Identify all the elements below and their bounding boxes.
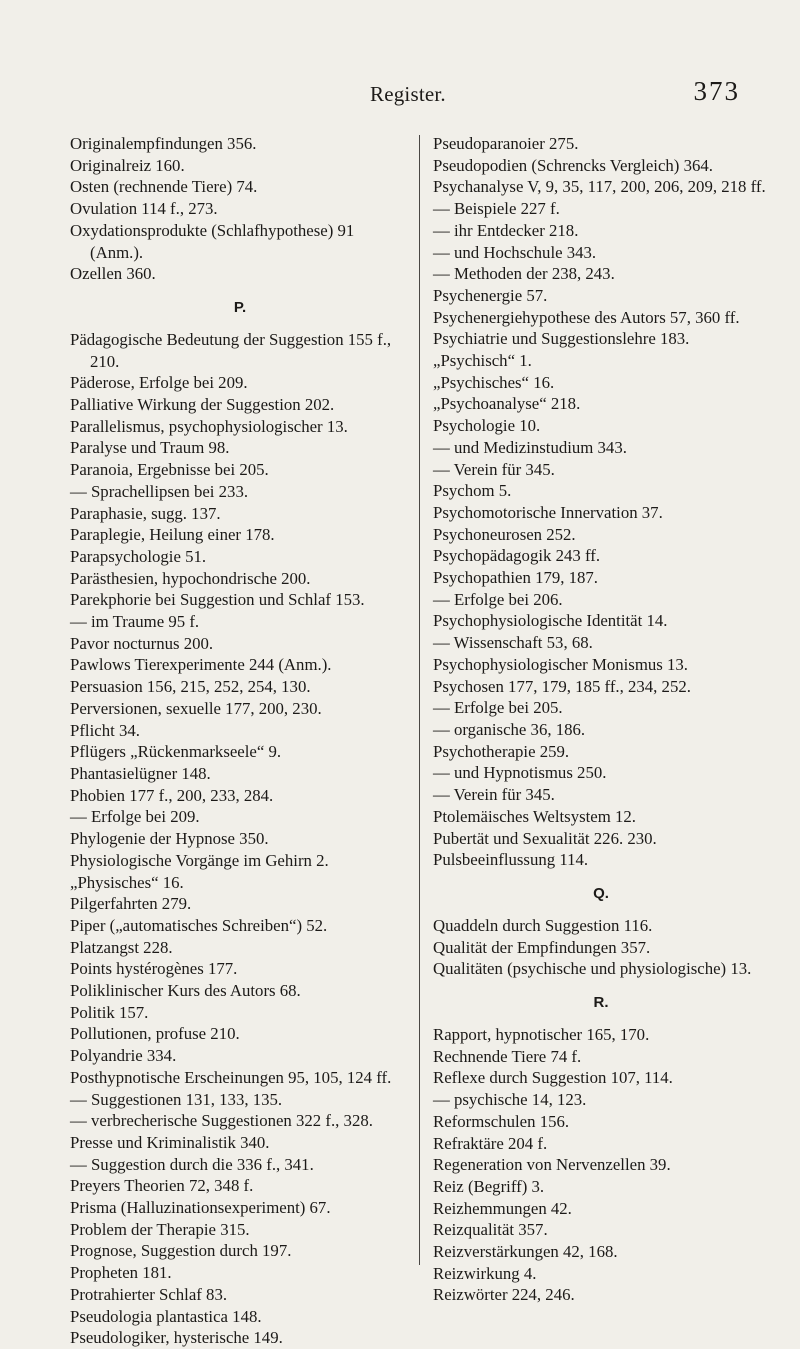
index-entry: — Erfolge bei 209.: [70, 807, 200, 827]
index-entry: Qualitäten (psychische und physiologische) 13.: [433, 959, 752, 979]
index-entry: Poliklinischer Kurs des Autors 68.: [70, 981, 301, 1001]
index-entry: Oxydationsprodukte (Schlafhypothese) 91 (Anm.).: [70, 220, 355, 262]
index-entry: — psychische 14, 123.: [433, 1090, 587, 1110]
index-entry: Psychanalyse V, 9, 35, 117, 200, 206, 209, 218 ff.: [433, 177, 766, 197]
index-entry: Reizhemmungen 42.: [433, 1198, 572, 1218]
index-entry: Psychom 5.: [433, 481, 512, 501]
index-entry: Presse und Kriminalistik 340.: [70, 1132, 270, 1152]
index-entry: Palliative Wirkung der Suggestion 202.: [70, 395, 335, 415]
index-entry: Problem der Therapie 315.: [70, 1219, 250, 1239]
index-entry: Qualität der Empfindungen 357.: [433, 937, 651, 957]
index-entry: Reizqualität 357.: [433, 1220, 548, 1240]
index-entry: — und Hypnotismus 250.: [433, 763, 607, 783]
index-entry: Phantasielügner 148.: [70, 763, 211, 783]
index-entry: Phobien 177 f., 200, 233, 284.: [70, 785, 274, 805]
index-entry: „Psychoanalyse“ 218.: [433, 394, 581, 414]
index-entry: Reizwirkung 4.: [433, 1263, 537, 1283]
index-entry: Originalempfindungen 356.: [70, 134, 257, 153]
index-entry: Persuasion 156, 215, 252, 254, 130.: [70, 677, 311, 697]
index-entry: Rapport, hypnotischer 165, 170.: [433, 1025, 650, 1045]
index-entry: Pädagogische Bedeutung der Suggestion 155 f., 210.: [70, 329, 392, 371]
index-column-right: [433, 133, 769, 1306]
index-entry: — ihr Entdecker 218.: [433, 220, 579, 240]
index-entry: — verbrecherische Suggestionen 322 f., 328.: [70, 1111, 373, 1131]
index-entry: — Methoden der 238, 243.: [433, 264, 615, 284]
index-entry: Refraktäre 204 f.: [433, 1133, 548, 1153]
index-entry: Regeneration von Nervenzellen 39.: [433, 1155, 671, 1175]
index-entry: — Suggestion durch die 336 f., 341.: [70, 1154, 314, 1174]
running-title: Register.: [370, 82, 446, 106]
index-entry: Ptolemäisches Weltsystem 12.: [433, 806, 636, 826]
index-entry: — Wissenschaft 53, 68.: [433, 633, 593, 653]
index-entry: Polyandrie 334.: [70, 1046, 177, 1066]
index-entry: Physiologische Vorgänge im Gehirn 2.: [70, 850, 329, 870]
index-entry: Reizverstärkungen 42, 168.: [433, 1242, 618, 1262]
index-entry: Phylogenie der Hypnose 350.: [70, 829, 269, 849]
index-entry: Pflügers „Rückenmarkseele“ 9.: [70, 742, 282, 762]
index-entry: Pflicht 34.: [70, 720, 140, 740]
index-entry: — und Hochschule 343.: [433, 242, 597, 262]
index-entry: Quaddeln durch Suggestion 116.: [433, 915, 653, 935]
index-entry: Psychenergiehypothese des Autors 57, 360 ff.: [433, 307, 740, 327]
index-entry: Platzangst 228.: [70, 937, 173, 957]
index-entry: Perversionen, sexuelle 177, 200, 230.: [70, 698, 322, 718]
index-entry: Reflexe durch Suggestion 107, 114.: [433, 1068, 673, 1088]
index-entry: Parästhesien, hypochondrische 200.: [70, 568, 311, 588]
index-entry: — Verein für 345.: [433, 785, 555, 805]
index-entry: Pseudologia plantastica 148.: [70, 1306, 262, 1326]
index-entry: — Erfolge bei 205.: [433, 698, 563, 718]
index-entry: Reizwörter 224, 246.: [433, 1285, 575, 1305]
index-entry: Paraplegie, Heilung einer 178.: [70, 525, 275, 545]
index-entry: Pseudologiker, hysterische 149.: [70, 1328, 283, 1348]
index-entry: Psychopathien 179, 187.: [433, 568, 599, 588]
index-entry: Psychologie 10.: [433, 416, 541, 436]
index-entry: Prisma (Halluzinationsexperiment) 67.: [70, 1198, 331, 1218]
index-entry: Psychiatrie und Suggestionslehre 183.: [433, 329, 690, 349]
page-number: 373: [693, 76, 740, 106]
index-entry: Psychoneurosen 252.: [433, 524, 576, 544]
index-column-left: [70, 133, 410, 1349]
index-entry: Points hystérogènes 177.: [70, 959, 238, 979]
index-entry: Pilgerfahrten 279.: [70, 894, 192, 914]
index-entry: Paraphasie, sugg. 137.: [70, 503, 221, 523]
index-entry: — Suggestionen 131, 133, 135.: [70, 1089, 283, 1109]
index-entry: Psychosen 177, 179, 185 ff., 234, 252.: [433, 676, 691, 696]
index-entry: — Sprachellipsen bei 233.: [70, 481, 249, 501]
index-entry: Pawlows Tierexperimente 244 (Anm.).: [70, 655, 332, 675]
index-entry: Ozellen 360.: [70, 264, 156, 284]
index-entry: — Verein für 345.: [433, 459, 555, 479]
index-entry: Psychotherapie 259.: [433, 741, 570, 761]
index-entry: — organische 36, 186.: [433, 719, 586, 739]
index-entry: Psychophysiologischer Monismus 13.: [433, 654, 688, 674]
index-entry: Päderose, Erfolge bei 209.: [70, 373, 248, 393]
index-entry: Piper („automatisches Schreiben“) 52.: [70, 915, 328, 935]
index-entry: Psychomotorische Innervation 37.: [433, 502, 663, 522]
index-entry: Osten (rechnende Tiere) 74.: [70, 177, 258, 197]
index-entry: Psychopädagogik 243 ff.: [433, 546, 601, 566]
index-entry: Posthypnotische Erscheinungen 95, 105, 124 ff.: [70, 1067, 392, 1087]
index-entry: Politik 157.: [70, 1002, 149, 1022]
section-letter: R.: [593, 994, 609, 1012]
section-letter: Q.: [593, 884, 609, 902]
index-entry: Pseudopodien (Schrencks Vergleich) 364.: [433, 155, 713, 175]
section-letter: P.: [233, 298, 247, 316]
index-entry: Ovulation 114 f., 273.: [70, 199, 218, 219]
index-entry: Reformschulen 156.: [433, 1111, 570, 1131]
index-entry: Protrahierter Schlaf 83.: [70, 1284, 228, 1304]
index-entry: Originalreiz 160.: [70, 155, 185, 175]
index-entry: „Psychisch“ 1.: [433, 351, 532, 371]
index-entry: Parekphorie bei Suggestion und Schlaf 153.: [70, 590, 365, 610]
index-entry: — im Traume 95 f.: [70, 612, 200, 632]
index-entry: Propheten 181.: [70, 1263, 172, 1283]
index-entry: Pubertät und Sexualität 226. 230.: [433, 828, 657, 848]
index-entry: Parapsychologie 51.: [70, 546, 207, 566]
column-divider: [419, 135, 420, 1265]
index-entry: Pseudoparanoier 275.: [433, 134, 579, 153]
index-entry: Prognose, Suggestion durch 197.: [70, 1241, 292, 1261]
page-header: [0, 76, 800, 116]
index-entry: „Psychisches“ 16.: [433, 372, 555, 392]
index-entry: Pavor nocturnus 200.: [70, 633, 214, 653]
index-entry: — Erfolge bei 206.: [433, 589, 563, 609]
index-entry: — Beispiele 227 f.: [433, 199, 560, 219]
index-entry: Psychenergie 57.: [433, 285, 548, 305]
index-entry: Paranoia, Ergebnisse bei 205.: [70, 460, 269, 480]
index-entry: Preyers Theorien 72, 348 f.: [70, 1176, 254, 1196]
index-entry: Pulsbeeinflussung 114.: [433, 850, 589, 870]
index-entry: Pollutionen, profuse 210.: [70, 1024, 240, 1044]
index-entry: „Physisches“ 16.: [70, 872, 184, 892]
index-entry: Reiz (Begriff) 3.: [433, 1176, 545, 1196]
index-entry: — und Medizinstudium 343.: [433, 437, 627, 457]
index-entry: Psychophysiologische Identität 14.: [433, 611, 668, 631]
index-entry: Parallelismus, psychophysiologischer 13.: [70, 416, 348, 436]
index-entry: Paralyse und Traum 98.: [70, 438, 230, 458]
index-entry: Rechnende Tiere 74 f.: [433, 1046, 582, 1066]
